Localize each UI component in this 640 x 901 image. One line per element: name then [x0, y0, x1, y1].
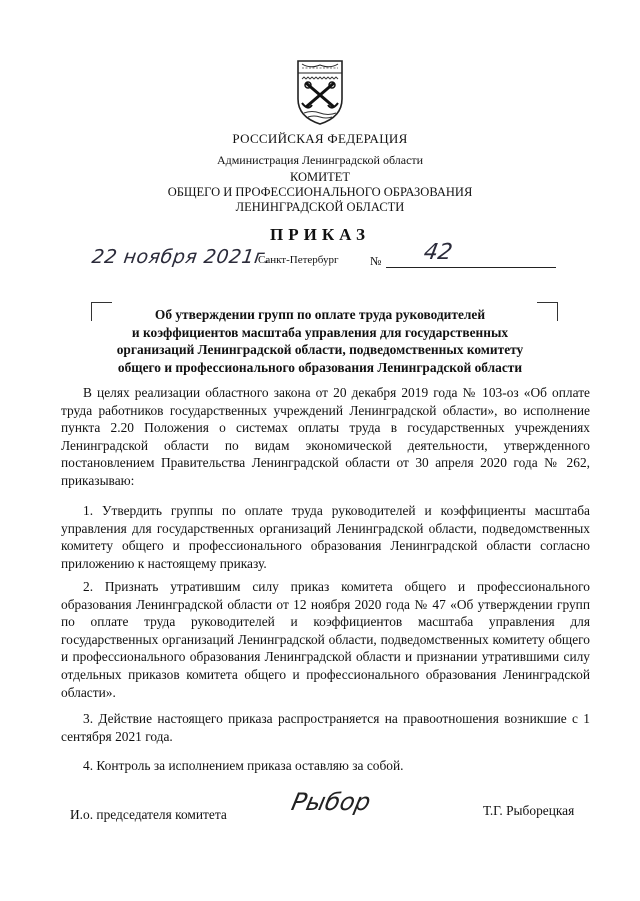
order-item-1: 1. Утвердить группы по оплате труда руководителей и коэффициенты масштаба управления для государственных организаций Ленинградской области, подведомственных комитету общего и профессионального образования Ленинградской области согласно приложению к настоящему приказу.: [61, 503, 590, 571]
order-item-4: 4. Контроль за исполнением приказа оставляю за собой.: [83, 758, 404, 773]
handwritten-date: 22 ноября 2021г.: [90, 246, 273, 268]
city-label: Санкт-Петербург: [258, 254, 339, 266]
date-number-row: [0, 240, 640, 276]
title-line-4: общего и профессионального образования Ленинградской области: [117, 359, 523, 375]
header-committee-line1: КОМИТЕТ: [289, 170, 351, 184]
signatory-name: Т.Г. Рыборецкая: [483, 803, 575, 818]
header-administration: Администрация Ленинградской области: [216, 153, 424, 167]
title-line-3: организаций Ленинградской области, подведомственных комитету: [116, 342, 524, 357]
header-committee-line2: ОБЩЕГО И ПРОФЕССИОНАЛЬНОГО ОБРАЗОВАНИЯ: [167, 185, 473, 199]
order-item-3: 3. Действие настоящего приказа распространяется на правоотношения возникшие с 1 сентября 2021 года.: [61, 711, 590, 744]
title-line-2: и коэффициентов масштаба управления для государственных: [131, 324, 509, 340]
title-line-1: Об утверждении групп по оплате труда руководителей: [154, 307, 486, 322]
order-item-2: 2. Признать утратившим силу приказ комитета общего и профессионального образования Ленинградской области от 12 ноября 2020 года № 47 «Об утверждении групп по оплате труда руководителей и коэффициентов масштаба управления для государственных организаций Ленинградской области, подведомственных комитету общего и профессионального образования Ленинградской области и признании утратившими силу отдельных приказов комитета общего и профессионального образования Ленинградской области».: [61, 579, 590, 700]
header-committee-line3: ЛЕНИНГРАДСКОЙ ОБЛАСТИ: [235, 200, 405, 214]
number-underline: [386, 267, 556, 268]
preamble-paragraph: В целях реализации областного закона от 20 декабря 2019 года № 103-оз «Об оплате труда работников государственных учреждений Ленинградской области», во исполнение пункта 2.20 Положения о системах оплаты труда в государственных учреждениях Ленинградской области по видам экономической деятельности, утвержденного постановлением Правительства Ленинградской области от 30 апреля 2020 года № 262, приказываю:: [61, 385, 590, 488]
document-title: [98, 306, 542, 376]
number-sign: №: [370, 254, 382, 268]
coat-of-arms-icon: [290, 55, 350, 127]
handwritten-signature: Рыбор: [289, 788, 374, 816]
document-type-heading: ПРИКАЗ: [270, 225, 370, 244]
header-country: РОССИЙСКАЯ ФЕДЕРАЦИЯ: [232, 131, 408, 146]
handwritten-number: 42: [421, 240, 455, 265]
signatory-role: И.о. председателя комитета: [70, 807, 227, 822]
